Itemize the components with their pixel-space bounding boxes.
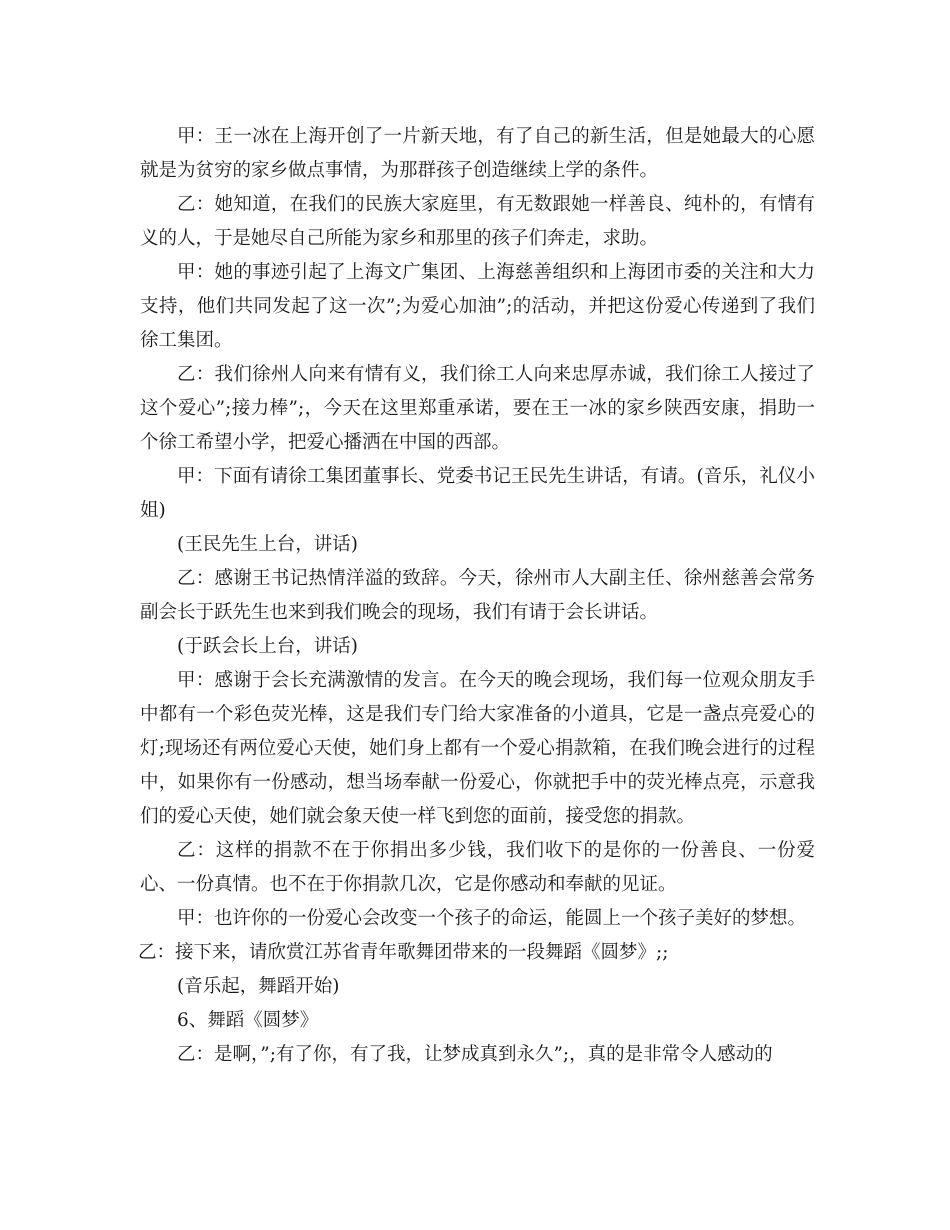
paragraph: 乙：她知道，在我们的民族大家庭里，有无数跟她一样善良、纯朴的，有情有义的人，于是她尽自己所能为家乡和那里的孩子们奔走，求助。: [140, 194, 815, 249]
stage-direction: (王民先生上台，讲话): [177, 534, 358, 555]
paragraph: 甲：也许你的一份爱心会改变一个孩子的命运，能圆上一个孩子美好的梦想。: [177, 908, 807, 929]
paragraph: 甲：她的事迹引起了上海文广集团、上海慈善组织和上海团市委的关注和大力支持，他们共同发起了这一次”;为爱心加油”;的活动，并把这份爱心传递到了我们徐工集团。: [140, 262, 815, 351]
stage-direction: (于跃会长上台，讲话): [177, 636, 358, 657]
paragraph: 乙：接下来，请欣赏江苏省青年歌舞团带来的一段舞蹈《圆梦》;;: [138, 942, 669, 963]
document-page: [140, 120, 815, 1072]
paragraph: 乙：感谢王书记热情洋溢的致辞。今天，徐州市人大副主任、徐州慈善会常务副会长于跃先生也来到我们晚会的现场，我们有请于会长讲话。: [140, 568, 815, 623]
paragraph: 乙：是啊，”;有了你，有了我，让梦成真到永久”;，真的是非常令人感动的: [177, 1044, 773, 1065]
paragraph: 甲：感谢于会长充满激情的发言。在今天的晚会现场，我们每一位观众朋友手中都有一个彩色荧光棒，这是我们专门给大家准备的小道具，它是一盏点亮爱心的灯;现场还有两位爱心天使，她们身上都有一个爱心捐款箱，在我们晚会进行的过程中，如果你有一份感动，想当场奉献一份爱心，你就把手中的荧光棒点亮，示意我们的爱心天使，她们就会象天使一样飞到您的面前，接受您的捐款。: [140, 670, 815, 827]
section-heading: 6、舞蹈《圆梦》: [177, 1010, 319, 1031]
paragraph: 乙：这样的捐款不在于你捐出多少钱，我们收下的是你的一份善良、一份爱心、一份真情。也不在于你捐款几次，它是你感动和奉献的见证。: [140, 840, 815, 895]
paragraph: 乙：我们徐州人向来有情有义，我们徐工人向来忠厚赤诚，我们徐工人接过了这个爱心”;接力棒”;，今天在这里郑重承诺，要在王一冰的家乡陕西安康，捐助一个徐工希望小学，把爱心播洒在中国的西部。: [140, 364, 815, 453]
paragraph: 甲：下面有请徐工集团董事长、党委书记王民先生讲话，有请。(音乐，礼仪小姐): [140, 466, 815, 521]
paragraph: 甲：王一冰在上海开创了一片新天地，有了自己的新生活，但是她最大的心愿就是为贫穷的家乡做点事情，为那群孩子创造继续上学的条件。: [140, 126, 815, 181]
stage-direction: (音乐起，舞蹈开始): [177, 976, 340, 997]
